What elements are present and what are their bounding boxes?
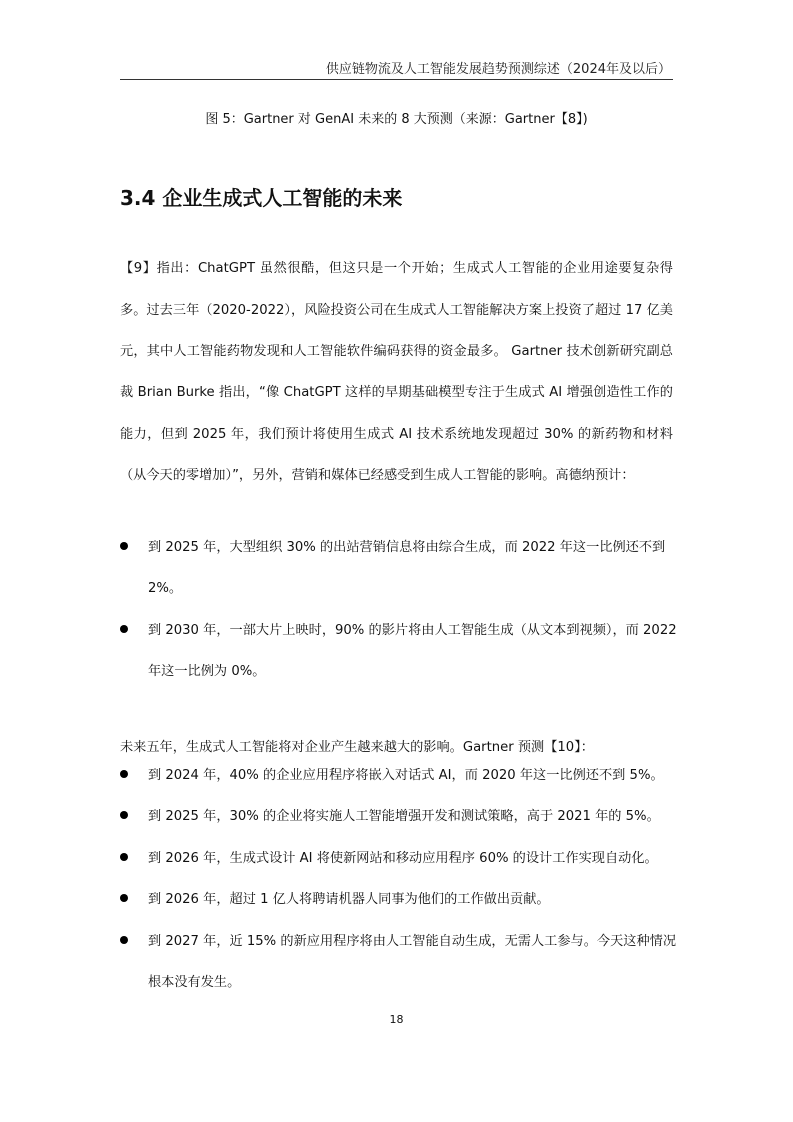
list-item xyxy=(120,921,680,1004)
bullet-icon xyxy=(120,811,128,819)
bullet-list-five-year-predictions xyxy=(120,755,680,1003)
list-item xyxy=(120,838,680,879)
list-item xyxy=(120,796,680,837)
list-item xyxy=(120,610,680,693)
body-paragraph-2: 未来五年，生成式人工智能将对企业产生越来越大的影响。Gartner 预测【10】： xyxy=(120,740,594,756)
bullet-icon xyxy=(120,625,128,633)
list-item-text: 到 2025 年，大型组织 30% 的出站营销信息将由综合生成，而 2022 年这一比例还不到 2%。 xyxy=(148,540,666,597)
list-item-text: 到 2025 年，30% 的企业将实施人工智能增强开发和测试策略，高于 2021 年的 5%。 xyxy=(148,809,660,825)
bullet-icon xyxy=(120,770,128,778)
figure-caption: 图 5：Gartner 对 GenAI 未来的 8 大预测（来源：Gartner【8】) xyxy=(205,112,588,127)
bullet-icon xyxy=(120,936,128,944)
list-item-text: 到 2026 年，超过 1 亿人将聘请机器人同事为他们的工作做出贡献。 xyxy=(148,892,550,908)
list-item xyxy=(120,755,680,796)
section-heading: 3.4 企业生成式人工智能的未来 xyxy=(120,186,403,210)
bullet-icon xyxy=(120,542,128,550)
list-item-text: 到 2026 年，生成式设计 AI 将使新网站和移动应用程序 60% 的设计工作实现自动化。 xyxy=(148,850,658,866)
bullet-icon xyxy=(120,894,128,902)
list-item-text: 到 2024 年，40% 的企业应用程序将嵌入对话式 AI，而 2020 年这一比例还不到 5%。 xyxy=(148,768,664,783)
body-paragraph-1: 【9】指出：ChatGPT 虽然很酷，但这只是一个开始；生成式人工智能的企业用途要复杂得多。过去三年（2020-2022），风险投资公司在生成式人工智能解决方案上投资了超过 17 亿美元，其中人工智能药物发现和人工智能软件编码获得的资金最多。 Gartner 技术创新研究副总裁 Brian Burke 指出，“像 ChatGPT 这样的早期基础模型专注于生成式 AI 增强创造性工作的能力，但到 2025 年，我们预计将使用生成式 AI 技术系统地发现超过 30% 的新药物和材料（从今天的零增加）”，另外，营销和媒体已经感受到生成人工智能的影响。高德纳预计： xyxy=(120,261,673,484)
list-item xyxy=(120,879,680,920)
bullet-list-gartner-predictions xyxy=(120,527,680,693)
page-number: 18 xyxy=(389,1013,404,1026)
list-item-text: 到 2030 年，一部大片上映时，90% 的影片将由人工智能生成（从文本到视频），而 2022 年这一比例为 0%。 xyxy=(148,622,677,680)
bullet-icon xyxy=(120,853,128,861)
list-item xyxy=(120,527,680,610)
page-header-title: 供应链物流及人工智能发展趋势预测综述（2024年及以后） xyxy=(325,62,671,77)
header-divider xyxy=(120,79,673,80)
list-item-text: 到 2027 年，近 15% 的新应用程序将由人工智能自动生成，无需人工参与。今天这种情况根本没有发生。 xyxy=(148,933,677,991)
